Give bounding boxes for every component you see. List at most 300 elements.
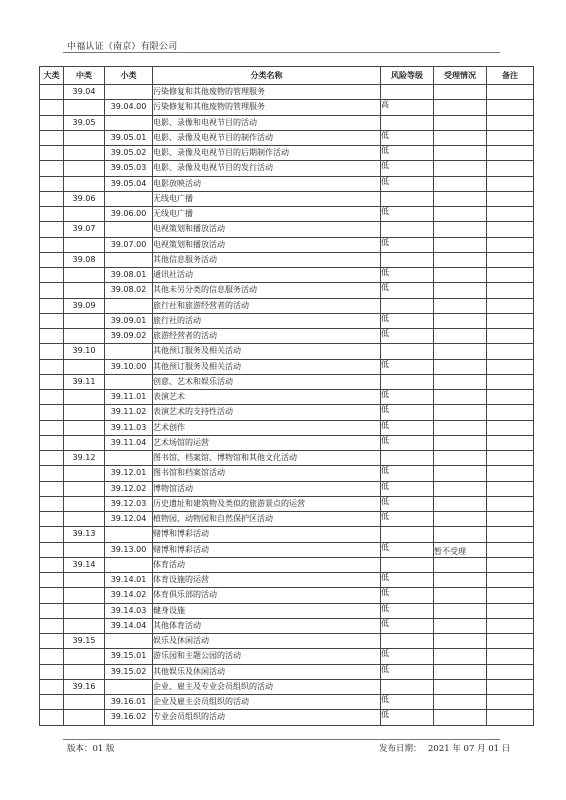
cell-major bbox=[40, 451, 64, 466]
cell-name: 赌博和博彩活动 bbox=[153, 527, 381, 542]
cell-name: 艺术场馆的运营 bbox=[153, 435, 381, 450]
cell-risk: 低 bbox=[381, 618, 434, 633]
cell-risk: 低 bbox=[381, 405, 434, 420]
cell-middle bbox=[64, 695, 105, 710]
cell-minor: 39.12.03 bbox=[105, 496, 153, 511]
cell-name: 体育设施的运营 bbox=[153, 573, 381, 588]
cell-risk bbox=[381, 451, 434, 466]
cell-status bbox=[434, 695, 487, 710]
cell-middle: 39.07 bbox=[64, 222, 105, 237]
cell-name: 其他预订服务及相关活动 bbox=[153, 344, 381, 359]
cell-note bbox=[487, 573, 534, 588]
table-row bbox=[40, 710, 534, 725]
cell-risk: 低 bbox=[381, 466, 434, 481]
cell-risk: 低 bbox=[381, 481, 434, 496]
cell-note bbox=[487, 664, 534, 679]
cell-note bbox=[487, 695, 534, 710]
table-row bbox=[40, 420, 534, 435]
cell-middle: 39.11 bbox=[64, 374, 105, 389]
cell-note bbox=[487, 527, 534, 542]
cell-middle: 39.08 bbox=[64, 252, 105, 267]
cell-major bbox=[40, 191, 64, 206]
table-row bbox=[40, 115, 534, 130]
cell-status bbox=[434, 176, 487, 191]
cell-name: 其他体育活动 bbox=[153, 618, 381, 633]
cell-minor: 39.11.04 bbox=[105, 435, 153, 450]
cell-minor bbox=[105, 527, 153, 542]
cell-status bbox=[434, 191, 487, 206]
cell-middle bbox=[64, 649, 105, 664]
cell-major bbox=[40, 359, 64, 374]
cell-status bbox=[434, 268, 487, 283]
cell-middle: 39.10 bbox=[64, 344, 105, 359]
table-row bbox=[40, 542, 534, 557]
cell-major bbox=[40, 176, 64, 191]
cell-status bbox=[434, 634, 487, 649]
cell-name: 旅游经营者的活动 bbox=[153, 329, 381, 344]
cell-minor bbox=[105, 344, 153, 359]
table-row bbox=[40, 634, 534, 649]
cell-minor: 39.08.02 bbox=[105, 283, 153, 298]
cell-note bbox=[487, 298, 534, 313]
cell-minor: 39.12.01 bbox=[105, 466, 153, 481]
cell-major bbox=[40, 374, 64, 389]
cell-name: 博物馆活动 bbox=[153, 481, 381, 496]
cell-minor: 39.11.01 bbox=[105, 390, 153, 405]
cell-major bbox=[40, 329, 64, 344]
cell-major bbox=[40, 161, 64, 176]
cell-note bbox=[487, 710, 534, 725]
cell-risk: 低 bbox=[381, 496, 434, 511]
cell-name: 企业、雇主及专业会员组织的活动 bbox=[153, 679, 381, 694]
cell-note bbox=[487, 207, 534, 222]
cell-risk bbox=[381, 679, 434, 694]
release-date-label: 发布日期： bbox=[379, 744, 422, 754]
cell-note bbox=[487, 191, 534, 206]
cell-middle bbox=[64, 390, 105, 405]
cell-status bbox=[434, 649, 487, 664]
cell-name: 电影放映活动 bbox=[153, 176, 381, 191]
cell-middle: 39.16 bbox=[64, 679, 105, 694]
cell-major bbox=[40, 268, 64, 283]
table-row bbox=[40, 557, 534, 572]
cell-minor bbox=[105, 115, 153, 130]
cell-note bbox=[487, 588, 534, 603]
cell-minor: 39.09.01 bbox=[105, 313, 153, 328]
cell-name: 赌博和博彩活动 bbox=[153, 542, 381, 557]
cell-note bbox=[487, 100, 534, 115]
cell-minor bbox=[105, 679, 153, 694]
cell-major bbox=[40, 222, 64, 237]
cell-risk: 低 bbox=[381, 664, 434, 679]
cell-name: 企业及雇主会员组织的活动 bbox=[153, 695, 381, 710]
cell-status bbox=[434, 344, 487, 359]
cell-status bbox=[434, 420, 487, 435]
cell-major bbox=[40, 298, 64, 313]
cell-minor bbox=[105, 298, 153, 313]
cell-middle bbox=[64, 466, 105, 481]
cell-major bbox=[40, 618, 64, 633]
cell-status bbox=[434, 466, 487, 481]
cell-major bbox=[40, 710, 64, 725]
cell-risk: 低 bbox=[381, 542, 434, 557]
table-body bbox=[40, 85, 534, 726]
cell-risk: 低 bbox=[381, 512, 434, 527]
cell-middle bbox=[64, 100, 105, 115]
cell-status bbox=[434, 603, 487, 618]
cell-major bbox=[40, 679, 64, 694]
cell-name: 体育活动 bbox=[153, 557, 381, 572]
cell-major bbox=[40, 512, 64, 527]
cell-middle bbox=[64, 542, 105, 557]
cell-major bbox=[40, 557, 64, 572]
cell-note bbox=[487, 405, 534, 420]
cell-major bbox=[40, 588, 64, 603]
cell-major bbox=[40, 313, 64, 328]
cell-note bbox=[487, 130, 534, 145]
cell-name: 无线电广播 bbox=[153, 207, 381, 222]
cell-minor: 39.14.04 bbox=[105, 618, 153, 633]
table-row bbox=[40, 603, 534, 618]
cell-risk: 高 bbox=[381, 100, 434, 115]
table-row bbox=[40, 466, 534, 481]
cell-major bbox=[40, 237, 64, 252]
cell-name: 健身设施 bbox=[153, 603, 381, 618]
cell-middle: 39.09 bbox=[64, 298, 105, 313]
cell-risk bbox=[381, 191, 434, 206]
cell-name: 图书馆、档案馆、博物馆和其他文化活动 bbox=[153, 451, 381, 466]
cell-name: 其他预订服务及相关活动 bbox=[153, 359, 381, 374]
cell-risk: 低 bbox=[381, 161, 434, 176]
cell-minor: 39.05.04 bbox=[105, 176, 153, 191]
cell-minor: 39.09.02 bbox=[105, 329, 153, 344]
cell-status bbox=[434, 405, 487, 420]
cell-minor bbox=[105, 374, 153, 389]
cell-name: 体育俱乐部的活动 bbox=[153, 588, 381, 603]
column-header-status: 受理情况 bbox=[434, 67, 487, 85]
cell-status bbox=[434, 146, 487, 161]
cell-middle bbox=[64, 207, 105, 222]
cell-note bbox=[487, 512, 534, 527]
cell-risk bbox=[381, 344, 434, 359]
cell-middle bbox=[64, 161, 105, 176]
cell-major bbox=[40, 390, 64, 405]
cell-note bbox=[487, 466, 534, 481]
cell-name: 其他娱乐及休闲活动 bbox=[153, 664, 381, 679]
cell-major bbox=[40, 85, 64, 100]
cell-name: 艺术创作 bbox=[153, 420, 381, 435]
cell-name: 植物园、动物园和自然保护区活动 bbox=[153, 512, 381, 527]
table-row bbox=[40, 664, 534, 679]
cell-note bbox=[487, 542, 534, 557]
table-row bbox=[40, 435, 534, 450]
cell-status bbox=[434, 283, 487, 298]
cell-middle bbox=[64, 664, 105, 679]
cell-note bbox=[487, 390, 534, 405]
cell-name: 专业会员组织的活动 bbox=[153, 710, 381, 725]
cell-risk: 低 bbox=[381, 588, 434, 603]
cell-major bbox=[40, 207, 64, 222]
cell-minor bbox=[105, 85, 153, 100]
cell-risk: 低 bbox=[381, 207, 434, 222]
cell-minor bbox=[105, 222, 153, 237]
cell-status bbox=[434, 374, 487, 389]
cell-name: 表演艺术 bbox=[153, 390, 381, 405]
cell-middle bbox=[64, 618, 105, 633]
cell-minor: 39.04.00 bbox=[105, 100, 153, 115]
table-row bbox=[40, 374, 534, 389]
cell-major bbox=[40, 466, 64, 481]
cell-middle bbox=[64, 588, 105, 603]
table-row bbox=[40, 176, 534, 191]
cell-name: 历史遗址和建筑物及类似的旅游景点的运营 bbox=[153, 496, 381, 511]
cell-minor bbox=[105, 451, 153, 466]
cell-risk: 低 bbox=[381, 695, 434, 710]
cell-status bbox=[434, 252, 487, 267]
cell-name: 创意、艺术和娱乐活动 bbox=[153, 374, 381, 389]
cell-name: 污染修复和其他废物的管理服务 bbox=[153, 85, 381, 100]
cell-major bbox=[40, 344, 64, 359]
cell-middle bbox=[64, 512, 105, 527]
cell-note bbox=[487, 237, 534, 252]
cell-note bbox=[487, 603, 534, 618]
cell-status bbox=[434, 710, 487, 725]
table-row bbox=[40, 268, 534, 283]
cell-major bbox=[40, 115, 64, 130]
cell-note bbox=[487, 557, 534, 572]
cell-note bbox=[487, 115, 534, 130]
cell-note bbox=[487, 268, 534, 283]
cell-note bbox=[487, 146, 534, 161]
cell-note bbox=[487, 313, 534, 328]
cell-name: 游乐园和主题公园的活动 bbox=[153, 649, 381, 664]
cell-major bbox=[40, 603, 64, 618]
cell-minor bbox=[105, 557, 153, 572]
cell-minor: 39.13.00 bbox=[105, 542, 153, 557]
table-row bbox=[40, 146, 534, 161]
cell-minor: 39.14.02 bbox=[105, 588, 153, 603]
cell-status bbox=[434, 237, 487, 252]
cell-minor: 39.16.02 bbox=[105, 710, 153, 725]
cell-note bbox=[487, 283, 534, 298]
cell-status bbox=[434, 207, 487, 222]
table-row bbox=[40, 527, 534, 542]
cell-middle bbox=[64, 268, 105, 283]
cell-name: 电影、录像及电视节目的发行活动 bbox=[153, 161, 381, 176]
table-row bbox=[40, 313, 534, 328]
cell-status bbox=[434, 222, 487, 237]
cell-minor: 39.06.00 bbox=[105, 207, 153, 222]
table-row bbox=[40, 329, 534, 344]
cell-major bbox=[40, 252, 64, 267]
cell-risk bbox=[381, 374, 434, 389]
cell-major bbox=[40, 649, 64, 664]
cell-note bbox=[487, 435, 534, 450]
cell-risk: 低 bbox=[381, 435, 434, 450]
cell-minor: 39.11.03 bbox=[105, 420, 153, 435]
cell-note bbox=[487, 451, 534, 466]
cell-middle bbox=[64, 176, 105, 191]
cell-minor: 39.05.02 bbox=[105, 146, 153, 161]
cell-name: 娱乐及休闲活动 bbox=[153, 634, 381, 649]
cell-risk: 低 bbox=[381, 649, 434, 664]
cell-minor bbox=[105, 252, 153, 267]
cell-middle bbox=[64, 283, 105, 298]
cell-middle: 39.13 bbox=[64, 527, 105, 542]
cell-risk: 低 bbox=[381, 359, 434, 374]
cell-note bbox=[487, 222, 534, 237]
cell-risk bbox=[381, 252, 434, 267]
cell-status bbox=[434, 359, 487, 374]
table-row bbox=[40, 695, 534, 710]
cell-risk bbox=[381, 85, 434, 100]
cell-middle bbox=[64, 420, 105, 435]
table-row bbox=[40, 298, 534, 313]
cell-middle: 39.05 bbox=[64, 115, 105, 130]
cell-risk: 低 bbox=[381, 420, 434, 435]
column-header-minor: 小类 bbox=[105, 67, 153, 85]
table-row bbox=[40, 130, 534, 145]
cell-minor: 39.12.04 bbox=[105, 512, 153, 527]
column-header-name: 分类名称 bbox=[153, 67, 381, 85]
cell-minor bbox=[105, 191, 153, 206]
cell-risk: 低 bbox=[381, 329, 434, 344]
table-header-row bbox=[40, 67, 534, 85]
cell-name: 电影、录像及电视节目的后期制作活动 bbox=[153, 146, 381, 161]
cell-status bbox=[434, 451, 487, 466]
cell-middle bbox=[64, 710, 105, 725]
cell-risk: 低 bbox=[381, 146, 434, 161]
cell-minor: 39.11.02 bbox=[105, 405, 153, 420]
cell-major bbox=[40, 146, 64, 161]
cell-name: 电影、录像和电视节目的活动 bbox=[153, 115, 381, 130]
cell-minor: 39.14.03 bbox=[105, 603, 153, 618]
cell-name: 污染修复和其他废物的管理服务 bbox=[153, 100, 381, 115]
cell-status bbox=[434, 130, 487, 145]
header-divider bbox=[63, 52, 500, 53]
cell-minor: 39.08.01 bbox=[105, 268, 153, 283]
table-row bbox=[40, 573, 534, 588]
cell-note bbox=[487, 359, 534, 374]
cell-note bbox=[487, 481, 534, 496]
table-row bbox=[40, 222, 534, 237]
cell-risk: 低 bbox=[381, 130, 434, 145]
cell-status bbox=[434, 390, 487, 405]
cell-risk bbox=[381, 527, 434, 542]
cell-major bbox=[40, 435, 64, 450]
cell-major bbox=[40, 130, 64, 145]
company-name: 中福认证（南京）有限公司 bbox=[67, 42, 178, 52]
cell-name: 其他信息服务活动 bbox=[153, 252, 381, 267]
cell-major bbox=[40, 481, 64, 496]
cell-minor: 39.05.01 bbox=[105, 130, 153, 145]
cell-risk: 低 bbox=[381, 603, 434, 618]
table-row bbox=[40, 679, 534, 694]
cell-name: 通讯社活动 bbox=[153, 268, 381, 283]
cell-note bbox=[487, 252, 534, 267]
cell-status bbox=[434, 435, 487, 450]
cell-middle bbox=[64, 603, 105, 618]
column-header-middle: 中类 bbox=[64, 67, 105, 85]
cell-risk: 低 bbox=[381, 573, 434, 588]
table-row bbox=[40, 405, 534, 420]
cell-minor: 39.16.01 bbox=[105, 695, 153, 710]
cell-minor: 39.10.00 bbox=[105, 359, 153, 374]
table-row bbox=[40, 359, 534, 374]
cell-risk: 低 bbox=[381, 176, 434, 191]
cell-name: 旅行社的活动 bbox=[153, 313, 381, 328]
cell-risk: 低 bbox=[381, 283, 434, 298]
cell-status: 暂不受理 bbox=[434, 542, 487, 557]
cell-note bbox=[487, 176, 534, 191]
cell-middle bbox=[64, 496, 105, 511]
cell-status bbox=[434, 313, 487, 328]
table-row bbox=[40, 161, 534, 176]
cell-middle bbox=[64, 359, 105, 374]
cell-risk bbox=[381, 298, 434, 313]
cell-risk: 低 bbox=[381, 313, 434, 328]
cell-major bbox=[40, 695, 64, 710]
cell-status bbox=[434, 85, 487, 100]
cell-note bbox=[487, 420, 534, 435]
table-row bbox=[40, 512, 534, 527]
cell-note bbox=[487, 344, 534, 359]
cell-status bbox=[434, 481, 487, 496]
table-row bbox=[40, 237, 534, 252]
column-header-major: 大类 bbox=[40, 67, 64, 85]
cell-middle bbox=[64, 481, 105, 496]
cell-risk bbox=[381, 634, 434, 649]
cell-minor bbox=[105, 634, 153, 649]
table-row bbox=[40, 283, 534, 298]
cell-status bbox=[434, 679, 487, 694]
table-row bbox=[40, 252, 534, 267]
cell-minor: 39.15.02 bbox=[105, 664, 153, 679]
cell-status bbox=[434, 100, 487, 115]
cell-name: 电影、录像及电视节目的制作活动 bbox=[153, 130, 381, 145]
version-label: 版本：01 版 bbox=[67, 744, 115, 754]
table-row bbox=[40, 390, 534, 405]
cell-major bbox=[40, 283, 64, 298]
cell-status bbox=[434, 588, 487, 603]
cell-major bbox=[40, 100, 64, 115]
cell-major bbox=[40, 405, 64, 420]
cell-major bbox=[40, 496, 64, 511]
cell-status bbox=[434, 664, 487, 679]
cell-major bbox=[40, 420, 64, 435]
cell-status bbox=[434, 618, 487, 633]
cell-middle bbox=[64, 573, 105, 588]
cell-middle bbox=[64, 237, 105, 252]
cell-minor: 39.15.01 bbox=[105, 649, 153, 664]
cell-minor: 39.07.00 bbox=[105, 237, 153, 252]
cell-major bbox=[40, 573, 64, 588]
cell-major bbox=[40, 542, 64, 557]
cell-risk bbox=[381, 222, 434, 237]
table-row bbox=[40, 588, 534, 603]
cell-name: 图书馆和档案馆活动 bbox=[153, 466, 381, 481]
cell-status bbox=[434, 161, 487, 176]
cell-middle: 39.06 bbox=[64, 191, 105, 206]
cell-middle bbox=[64, 130, 105, 145]
table-row bbox=[40, 85, 534, 100]
classification-table bbox=[39, 66, 534, 726]
cell-status bbox=[434, 496, 487, 511]
cell-name: 表演艺术的支持性活动 bbox=[153, 405, 381, 420]
table-row bbox=[40, 451, 534, 466]
cell-name: 旅行社和旅游经营者的活动 bbox=[153, 298, 381, 313]
table-row bbox=[40, 496, 534, 511]
